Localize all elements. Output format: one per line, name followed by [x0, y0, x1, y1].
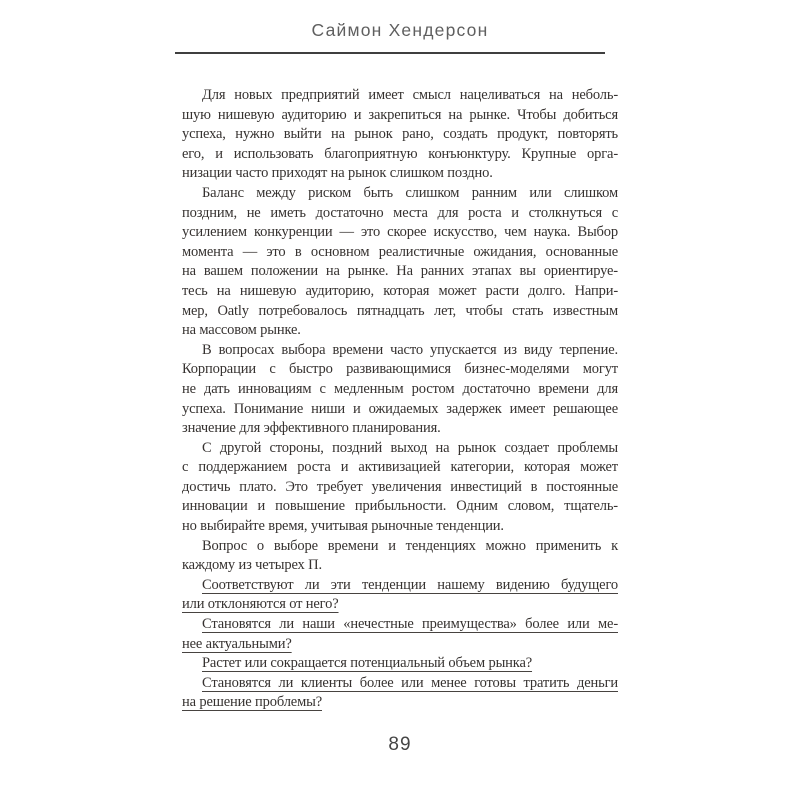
text-line — [182, 458, 618, 478]
text-line — [182, 145, 618, 165]
text-line — [182, 615, 618, 635]
line-text: но выбирайте время, учитывая рыночные тенденции. — [182, 518, 504, 535]
text-line — [182, 262, 618, 282]
text-line — [182, 674, 618, 694]
text-line — [182, 537, 618, 557]
text-line — [182, 693, 618, 713]
text-line — [182, 360, 618, 380]
text-line — [182, 576, 618, 596]
line-text: инновации и повышение прибыльности. Одним словом, тщатель- — [182, 498, 618, 515]
body-text-column — [182, 86, 618, 713]
line-text: на вашем положении на рынке. На ранних этапах вы ориентируе- — [182, 263, 618, 280]
text-line — [182, 556, 618, 576]
underlined-question-text: Растет или сокращается потенциальный объем рынка? — [202, 655, 533, 672]
header-rule-line — [175, 52, 605, 54]
line-text: Баланс между риском быть слишком ранним или слишком — [202, 184, 618, 201]
underlined-question-paragraph — [182, 674, 618, 713]
text-line — [182, 439, 618, 459]
text-line — [182, 184, 618, 204]
text-line — [182, 654, 618, 674]
text-line — [182, 302, 618, 322]
text-line — [182, 341, 618, 361]
line-text: низации часто приходят на рынок слишком поздно. — [182, 165, 493, 182]
text-line — [182, 400, 618, 420]
underlined-question-text: Соответствуют ли эти тенденции нашему видению будущего — [202, 576, 618, 593]
text-line — [182, 478, 618, 498]
text-line — [182, 497, 618, 517]
paragraph — [182, 184, 618, 341]
paragraph — [182, 86, 618, 184]
line-text: шую нишевую аудиторию и закрепиться на рынке. Чтобы добиться — [182, 106, 618, 123]
line-text: достичь плато. Это требует увеличения инвестиций в постоянные — [182, 478, 618, 495]
text-line — [182, 321, 618, 341]
line-text: с поддержанием роста и активизацией категории, которая может — [182, 459, 618, 476]
paragraph — [182, 439, 618, 537]
line-text: каждому из четырех П. — [182, 557, 322, 574]
line-text: не дать инновациям с медленным ростом достаточно времени для — [182, 380, 618, 397]
line-text: на массовом рынке. — [182, 322, 301, 339]
text-line — [182, 635, 618, 655]
line-text: усилением конкуренции — это скорее искусство, чем наука. Выбор — [182, 224, 618, 241]
text-line — [182, 517, 618, 537]
text-line — [182, 282, 618, 302]
line-text: успеха, нужно выйти на рынок рано, создать продукт, повторять — [182, 126, 618, 143]
line-text: успеха. Понимание ниши и ожидаемых задержек имеет решающее — [182, 400, 618, 417]
text-line — [182, 243, 618, 263]
line-text: Корпорации с быстро развивающимися бизнес-моделями могут — [182, 361, 618, 378]
text-line — [182, 204, 618, 224]
underlined-question-text: нее актуальными? — [182, 635, 292, 652]
running-head — [0, 20, 800, 41]
line-text: Для новых предприятий имеет смысл нацеливаться на неболь- — [202, 87, 618, 103]
paragraph — [182, 537, 618, 576]
text-line — [182, 106, 618, 126]
underlined-question-paragraph — [182, 576, 618, 615]
page-number: 89 — [388, 734, 412, 755]
underlined-question-text: на решение проблемы? — [182, 694, 322, 711]
author-name: Саймон Хендерсон — [311, 20, 489, 40]
line-text: момента — это в основном реалистичные ожидания, основанные — [182, 243, 618, 260]
line-text: его, и использовать благоприятную конъюнктуру. Крупные орга- — [182, 145, 618, 162]
underlined-question-text: Становятся ли наши «нечестные преимущества» более или ме- — [202, 616, 618, 633]
paragraph — [182, 341, 618, 439]
underlined-question-paragraph — [182, 654, 618, 674]
text-line — [182, 223, 618, 243]
line-text: В вопросах выбора времени часто упускается из виду терпение. — [202, 341, 618, 358]
line-text: тесь на нишевую аудиторию, которая может расти долго. Напри- — [182, 282, 618, 299]
text-line — [182, 125, 618, 145]
text-line — [182, 86, 618, 106]
line-text: С другой стороны, поздний выход на рынок создает проблемы — [202, 439, 618, 456]
line-text: мер, Oatly потребовалось пятнадцать лет, чтобы стать известным — [182, 302, 618, 319]
line-text: Вопрос о выборе времени и тенденциях можно применить к — [202, 537, 618, 554]
text-line — [182, 595, 618, 615]
text-line — [182, 419, 618, 439]
underlined-question-text: Становятся ли клиенты более или менее готовы тратить деньги — [202, 674, 618, 691]
underlined-question-paragraph — [182, 615, 618, 654]
text-line — [182, 164, 618, 184]
line-text: поздним, не иметь достаточно места для роста и столкнуться с — [182, 204, 618, 221]
text-line — [182, 380, 618, 400]
line-text: значение для эффективного планирования. — [182, 420, 441, 437]
underlined-question-text: или отклоняются от него? — [182, 596, 339, 613]
